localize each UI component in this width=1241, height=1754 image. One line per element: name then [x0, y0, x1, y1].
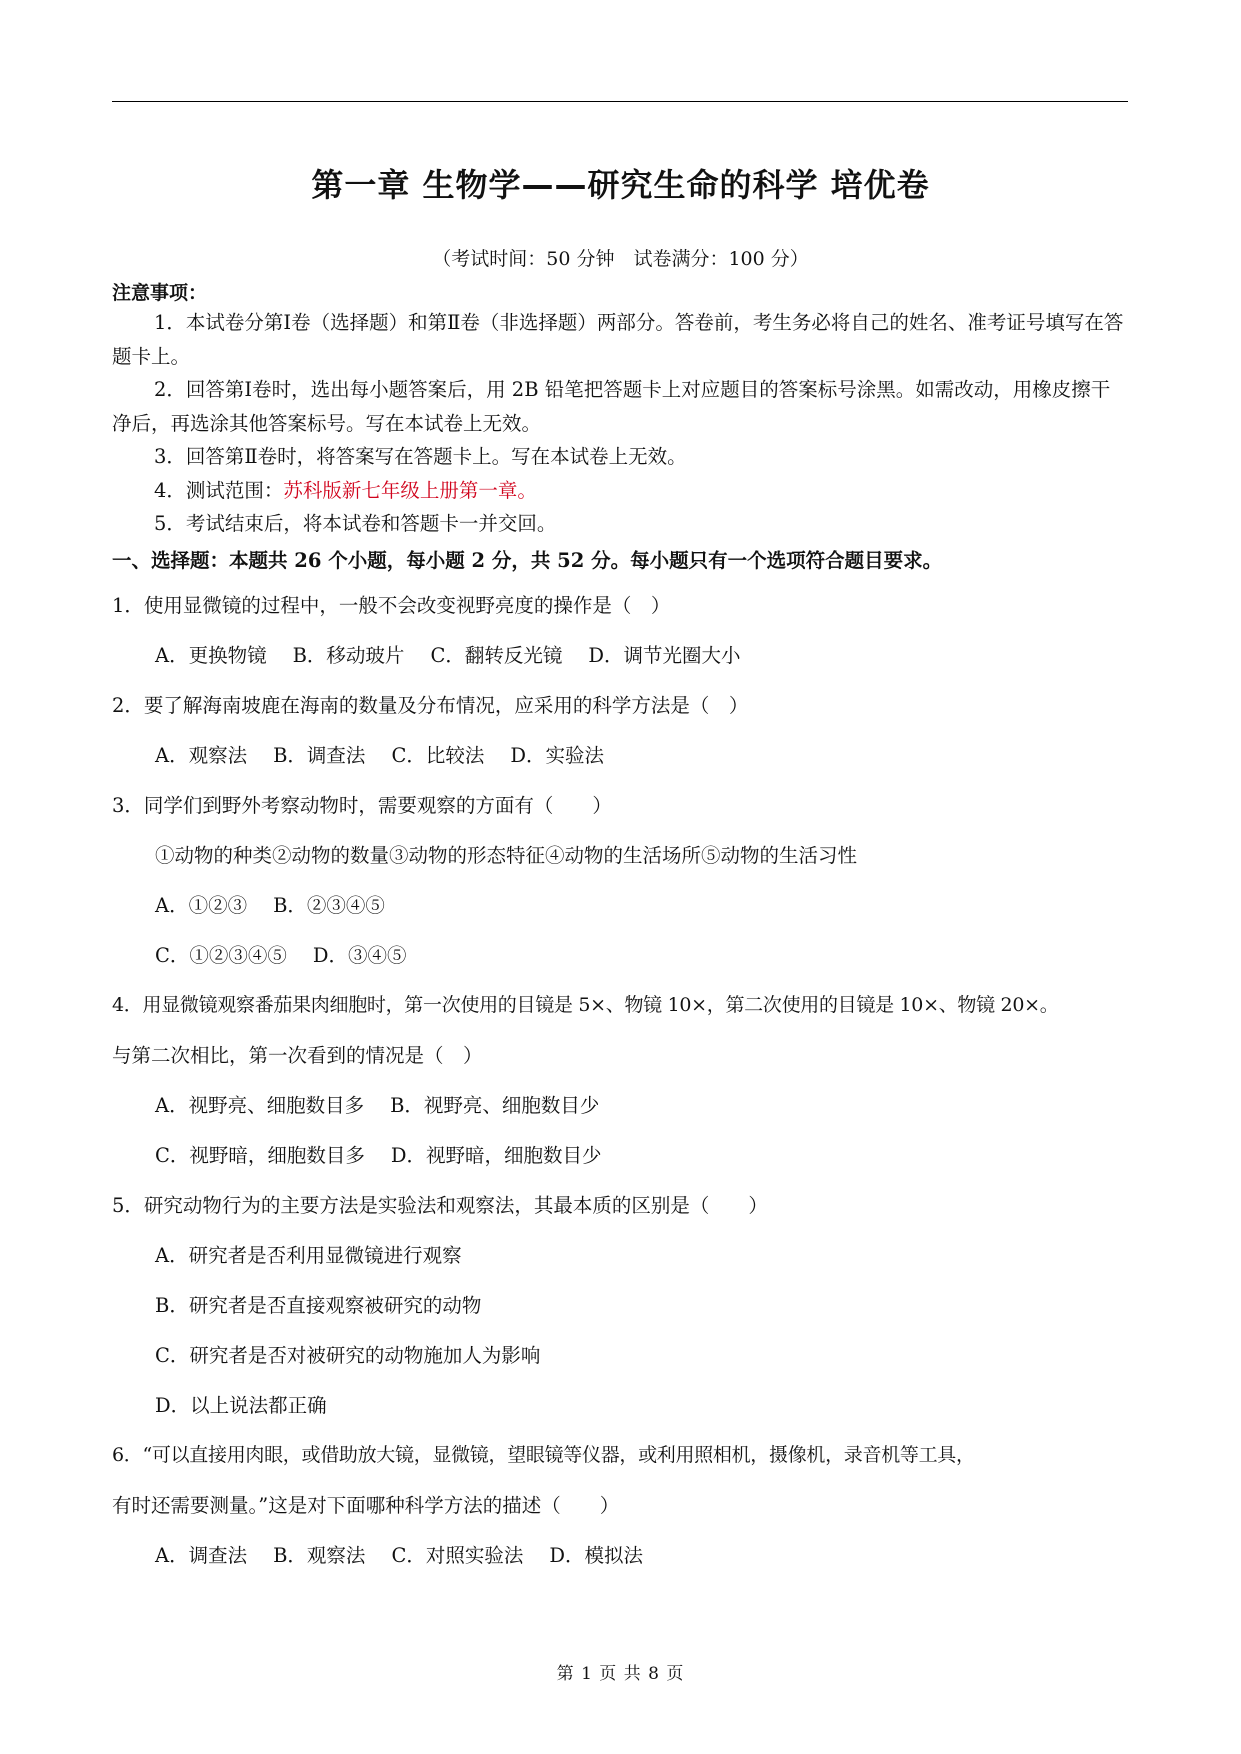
- option: C．比较法: [391, 744, 485, 767]
- notice-item: 5．考试结束后，将本试卷和答题卡一并交回。: [154, 512, 557, 535]
- option: A．更换物镜: [155, 644, 267, 667]
- question-3: 3．同学们到野外考察动物时，需要观察的方面有（ ）: [112, 794, 612, 817]
- question-4-line-1: 4．用显微镜观察番茄果肉细胞时，第一次使用的目镜是 5×、物镜 10×，第二次使用的目镜是 10×、物镜 20×。: [112, 994, 1059, 1016]
- option: C．翻转反光镜: [430, 644, 563, 667]
- notice-item-scope: [112, 474, 1128, 508]
- question-6-options: [155, 1540, 643, 1568]
- section-heading: 一、选择题：本题共 26 个小题，每小题 2 分，共 52 分。每小题只有一个选项符合题目要求。: [112, 549, 943, 572]
- option: B．②③④⑤: [273, 894, 385, 917]
- question-3-options-row-2: [155, 940, 407, 968]
- header-rule: [112, 101, 1128, 102]
- question-6-line-1: 6．“可以直接用肉眼，或借助放大镜，显微镜，望眼镜等仪器，或利用照相机，摄像机，录音机等工具，: [112, 1444, 975, 1466]
- option: D．模拟法: [549, 1544, 643, 1567]
- question-5: 5．研究动物行为的主要方法是实验法和观察法，其最本质的区别是（ ）: [112, 1194, 768, 1217]
- question-4-line-2: 与第二次相比，第一次看到的情况是（ ）: [112, 1044, 483, 1067]
- question-6-line-2: 有时还需要测量。”这是对下面哪种科学方法的描述（ ）: [112, 1494, 620, 1517]
- option: C．①②③④⑤: [155, 944, 287, 967]
- option: C．视野暗，细胞数目多: [155, 1144, 365, 1167]
- scope-highlight: 苏科版新七年级上册第一章。: [283, 478, 537, 502]
- option: A．调查法: [155, 1544, 248, 1567]
- notice-item: 2．回答第Ⅰ卷时，选出每小题答案后，用 2B 铅笔把答题卡上对应题目的答案标号涂黑。如需改动，用橡皮擦干净后，再选涂其他答案标号。写在本试卷上无效。: [112, 378, 1111, 435]
- page-number: 第 1 页 共 8 页: [556, 1664, 685, 1684]
- option: A．视野亮、细胞数目多: [155, 1094, 365, 1117]
- option: D．实验法: [510, 744, 604, 767]
- question-1: 1．使用显微镜的过程中，一般不会改变视野亮度的操作是（ ）: [112, 594, 671, 617]
- notice-item: 3．回答第Ⅱ卷时，将答案写在答题卡上。写在本试卷上无效。: [154, 445, 687, 468]
- notice-heading: 注意事项：: [112, 282, 208, 304]
- option: B．视野亮、细胞数目少: [390, 1094, 600, 1117]
- question-3-options-row-1: [155, 890, 385, 918]
- option: D．调节光圈大小: [588, 644, 741, 667]
- option: B．研究者是否直接观察被研究的动物: [155, 1294, 482, 1317]
- question-1-options: [155, 640, 741, 668]
- option: A．研究者是否利用显微镜进行观察: [155, 1244, 462, 1267]
- option: D．③④⑤: [312, 944, 407, 967]
- option: B．移动玻片: [292, 644, 405, 667]
- option: C．研究者是否对被研究的动物施加人为影响: [155, 1344, 541, 1367]
- option: B．调查法: [273, 744, 366, 767]
- option: D．视野暗，细胞数目少: [390, 1144, 602, 1167]
- exam-info: （考试时间：50 分钟 试卷满分：100 分）: [432, 248, 809, 270]
- question-2-options: [155, 740, 604, 768]
- notice-list: [112, 306, 1128, 541]
- option: B．观察法: [273, 1544, 366, 1567]
- scope-label: 4．测试范围：: [154, 478, 284, 502]
- option: A．①②③: [155, 894, 248, 917]
- option: A．观察法: [155, 744, 248, 767]
- notice-item: 1．本试卷分第Ⅰ卷（选择题）和第Ⅱ卷（非选择题）两部分。答卷前，考生务必将自己的姓名、准考证号填写在答题卡上。: [112, 311, 1124, 368]
- question-4-options-row-1: [155, 1090, 599, 1118]
- option: C．对照实验法: [391, 1544, 524, 1567]
- option: D．以上说法都正确: [155, 1394, 327, 1417]
- question-2: 2．要了解海南坡鹿在海南的数量及分布情况，应采用的科学方法是（ ）: [112, 694, 749, 717]
- question-4-options-row-2: [155, 1140, 602, 1168]
- page-title: 第一章 生物学——研究生命的科学 培优卷: [311, 166, 930, 204]
- question-3-statements: ①动物的种类②动物的数量③动物的形态特征④动物的生活场所⑤动物的生活习性: [155, 844, 858, 867]
